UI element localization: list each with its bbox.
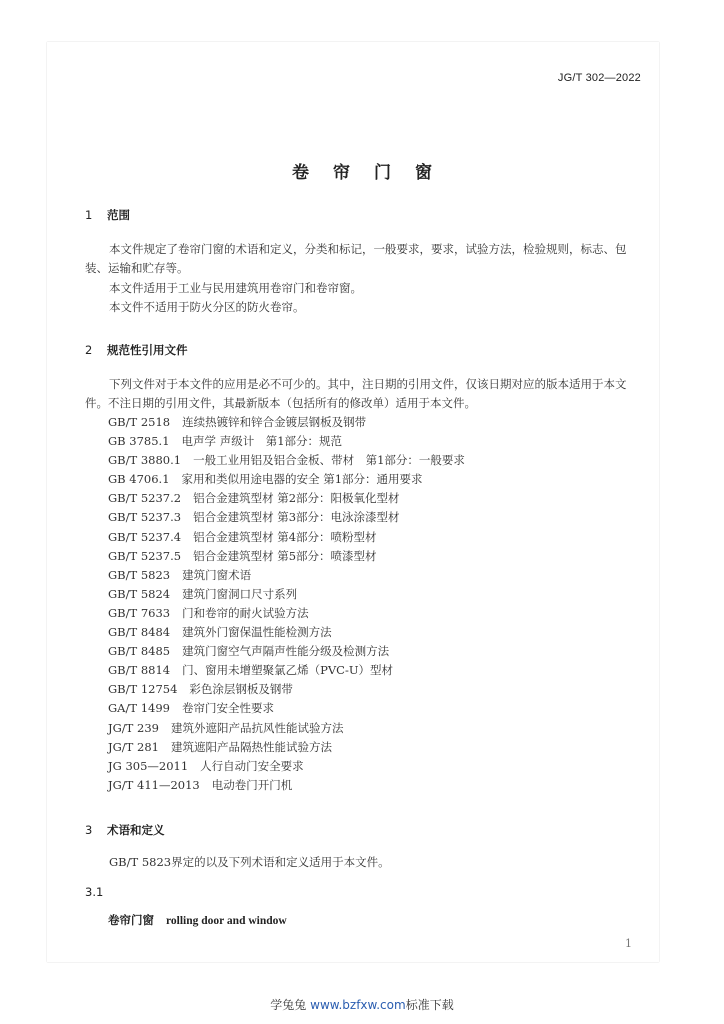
reference-title: 建筑外遮阳产品抗风性能试验方法: [170, 720, 344, 735]
reference-item: [108, 757, 465, 776]
reference-item: [108, 623, 465, 642]
reference-code: GB/T 5824: [108, 586, 171, 601]
reference-code: GB/T 8485: [108, 644, 171, 659]
reference-title: 彩色涂层钢板及钢带: [189, 682, 293, 697]
reference-list: [108, 413, 465, 795]
reference-title: 一般工业用铝及铝合金板、带材 第1部分：一般要求: [193, 453, 465, 468]
reference-code: JG 305—2011: [108, 758, 189, 773]
page-number: 1: [625, 937, 632, 950]
reference-item: [108, 470, 465, 489]
download-footer: [0, 996, 724, 1013]
reference-title: 人行自动门安全要求: [200, 758, 304, 773]
reference-title: 连续热镀锌和锌合金镀层钢板及钢带: [182, 415, 367, 429]
reference-code: GB/T 3880.1: [108, 453, 182, 468]
reference-code: JG/T 239: [108, 720, 159, 735]
reference-title: 铝合金建筑型材 第5部分：喷漆型材: [193, 548, 377, 563]
section-title: 术语和定义: [107, 823, 165, 837]
reference-title: 建筑门窗洞口尺寸系列: [182, 586, 298, 601]
term-english: rolling door and window: [166, 915, 287, 927]
clause-number: 3.1: [85, 885, 104, 899]
reference-code: JG/T 281: [108, 739, 159, 754]
reference-item: [108, 489, 465, 508]
reference-item: [108, 642, 465, 661]
reference-item: [108, 776, 465, 795]
section-title: 规范性引用文件: [107, 343, 188, 357]
reference-code: GB/T 8814: [108, 663, 171, 678]
section-number: 1: [85, 208, 93, 222]
section-normative-heading: [85, 342, 188, 358]
footer-url-link[interactable]: www.bzfxw.com: [310, 998, 406, 1012]
terms-intro: GB/T 5823界定的以及下列术语和定义适用于本文件。: [109, 855, 390, 869]
normative-intro: 下列文件对于本文件的应用是必不可少的。其中，注日期的引用文件，仅该日期对应的版本适用于本文件。不注日期的引用文件，其最新版本（包括所有的修改单）适用于本文件。: [85, 377, 627, 410]
reference-item: [108, 585, 465, 604]
reference-item: [108, 451, 465, 470]
reference-code: GB 4706.1: [108, 472, 170, 487]
reference-title: 电动卷门开门机: [211, 777, 293, 792]
section-terms-heading: [85, 822, 165, 838]
reference-title: 铝合金建筑型材 第3部分：电泳涂漆型材: [193, 510, 400, 525]
scope-paragraph: 本文件规定了卷帘门窗的术语和定义，分类和标记，一般要求，要求，试验方法，检验规则，标志、包装、运输和贮存等。: [85, 242, 627, 275]
reference-item: [108, 719, 465, 738]
reference-title: 铝合金建筑型材 第2部分：阳极氧化型材: [193, 491, 400, 506]
reference-item: [108, 413, 465, 432]
reference-item: [108, 738, 465, 757]
scope-paragraph: 本文件不适用于防火分区的防火卷帘。: [109, 300, 305, 314]
reference-item: [108, 432, 465, 451]
reference-code: JG/T 411—2013: [108, 777, 200, 792]
reference-code: GB/T 5823: [108, 567, 171, 582]
reference-code: GB/T 2518: [108, 415, 171, 429]
document-title: 卷帘门窗: [292, 163, 456, 183]
reference-code: GB/T 7633: [108, 605, 171, 620]
section-scope-heading: [85, 207, 130, 223]
reference-item: [108, 528, 465, 547]
reference-title: 电声学 声级计 第1部分：规范: [181, 434, 343, 449]
term-chinese: 卷帘门窗: [108, 913, 154, 927]
section-title: 范围: [107, 208, 130, 222]
standard-code: JG/T 302—2022: [557, 72, 641, 84]
reference-code: GB/T 5237.3: [108, 510, 182, 525]
term-entry: [108, 912, 287, 928]
scope-paragraph: 本文件适用于工业与民用建筑用卷帘门和卷帘窗。: [109, 281, 362, 295]
reference-code: GB/T 12754: [108, 682, 178, 697]
section-number: 2: [85, 343, 93, 357]
reference-title: 门和卷帘的耐火试验方法: [182, 605, 309, 620]
reference-code: GB/T 5237.5: [108, 548, 182, 563]
footer-site-name: 学兔兔: [270, 998, 307, 1012]
reference-title: 建筑门窗术语: [182, 567, 252, 582]
reference-title: 铝合金建筑型材 第4部分：喷粉型材: [193, 529, 377, 544]
reference-code: GB 3785.1: [108, 434, 170, 449]
reference-title: 建筑门窗空气声隔声性能分级及检测方法: [182, 644, 390, 659]
reference-code: GB/T 5237.4: [108, 529, 182, 544]
reference-title: 卷帘门安全性要求: [181, 701, 274, 716]
reference-title: 建筑外门窗保温性能检测方法: [182, 625, 332, 640]
reference-code: GB/T 8484: [108, 625, 171, 640]
reference-item: [108, 604, 465, 623]
reference-item: [108, 680, 465, 699]
footer-suffix: 标准下载: [405, 998, 454, 1012]
reference-title: 家用和类似用途电器的安全 第1部分：通用要求: [181, 472, 423, 487]
reference-title: 门、窗用未增塑聚氯乙烯（PVC-U）型材: [182, 663, 394, 678]
reference-item: [108, 661, 465, 680]
reference-item: [108, 566, 465, 585]
reference-item: [108, 699, 465, 718]
reference-item: [108, 508, 465, 527]
reference-item: [108, 547, 465, 566]
section-number: 3: [85, 823, 93, 837]
reference-code: GB/T 5237.2: [108, 491, 182, 506]
reference-code: GA/T 1499: [108, 701, 170, 716]
reference-title: 建筑遮阳产品隔热性能试验方法: [170, 739, 332, 754]
